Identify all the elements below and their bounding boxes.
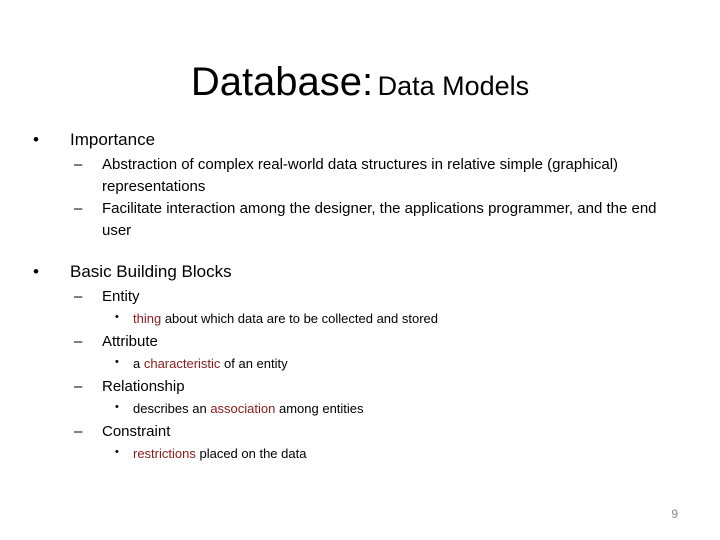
dash-icon: – xyxy=(74,288,83,305)
title-sub: Data Models xyxy=(377,71,530,101)
highlight-term: characteristic xyxy=(143,356,221,371)
importance-point xyxy=(74,198,674,242)
bullet-dot-icon: • xyxy=(115,446,119,458)
bullet-dot-icon: • xyxy=(115,401,119,413)
block-desc: thing about which data are to be collected and stored xyxy=(133,311,438,326)
highlight-term: restrictions xyxy=(133,446,196,461)
block-term: Entity xyxy=(102,288,140,305)
block-term: Relationship xyxy=(102,378,185,395)
highlight-term: thing xyxy=(133,311,162,326)
dash-icon: – xyxy=(74,333,83,350)
dash-icon: – xyxy=(74,156,83,173)
slide-title xyxy=(0,58,720,106)
bullet-dot-icon: • xyxy=(33,130,39,149)
importance-point xyxy=(74,154,674,198)
page-number: 9 xyxy=(671,507,678,521)
title-main: Database: xyxy=(190,60,374,104)
dash-icon: – xyxy=(74,378,83,395)
dash-icon: – xyxy=(74,200,83,217)
importance-point-text: Facilitate interaction among the designer, the applications programmer, and the end user xyxy=(102,200,657,239)
bullet-dot-icon: • xyxy=(115,356,119,368)
block-desc: restrictions placed on the data xyxy=(133,446,307,461)
importance-point-text: Abstraction of complex real-world data structures in relative simple (graphical) representations xyxy=(102,156,619,195)
bullet-dot-icon: • xyxy=(115,311,119,323)
bullet-heading: Basic Building Blocks xyxy=(70,262,232,281)
block-desc: a characteristic of an entity xyxy=(133,356,288,371)
highlight-term: association xyxy=(210,401,276,416)
block-desc: describes an association among entities xyxy=(133,401,364,416)
block-term: Constraint xyxy=(102,423,171,440)
dash-icon: – xyxy=(74,423,83,440)
bullet-heading: Importance xyxy=(70,130,156,149)
block-term: Attribute xyxy=(102,333,158,350)
bullet-dot-icon: • xyxy=(33,262,39,281)
